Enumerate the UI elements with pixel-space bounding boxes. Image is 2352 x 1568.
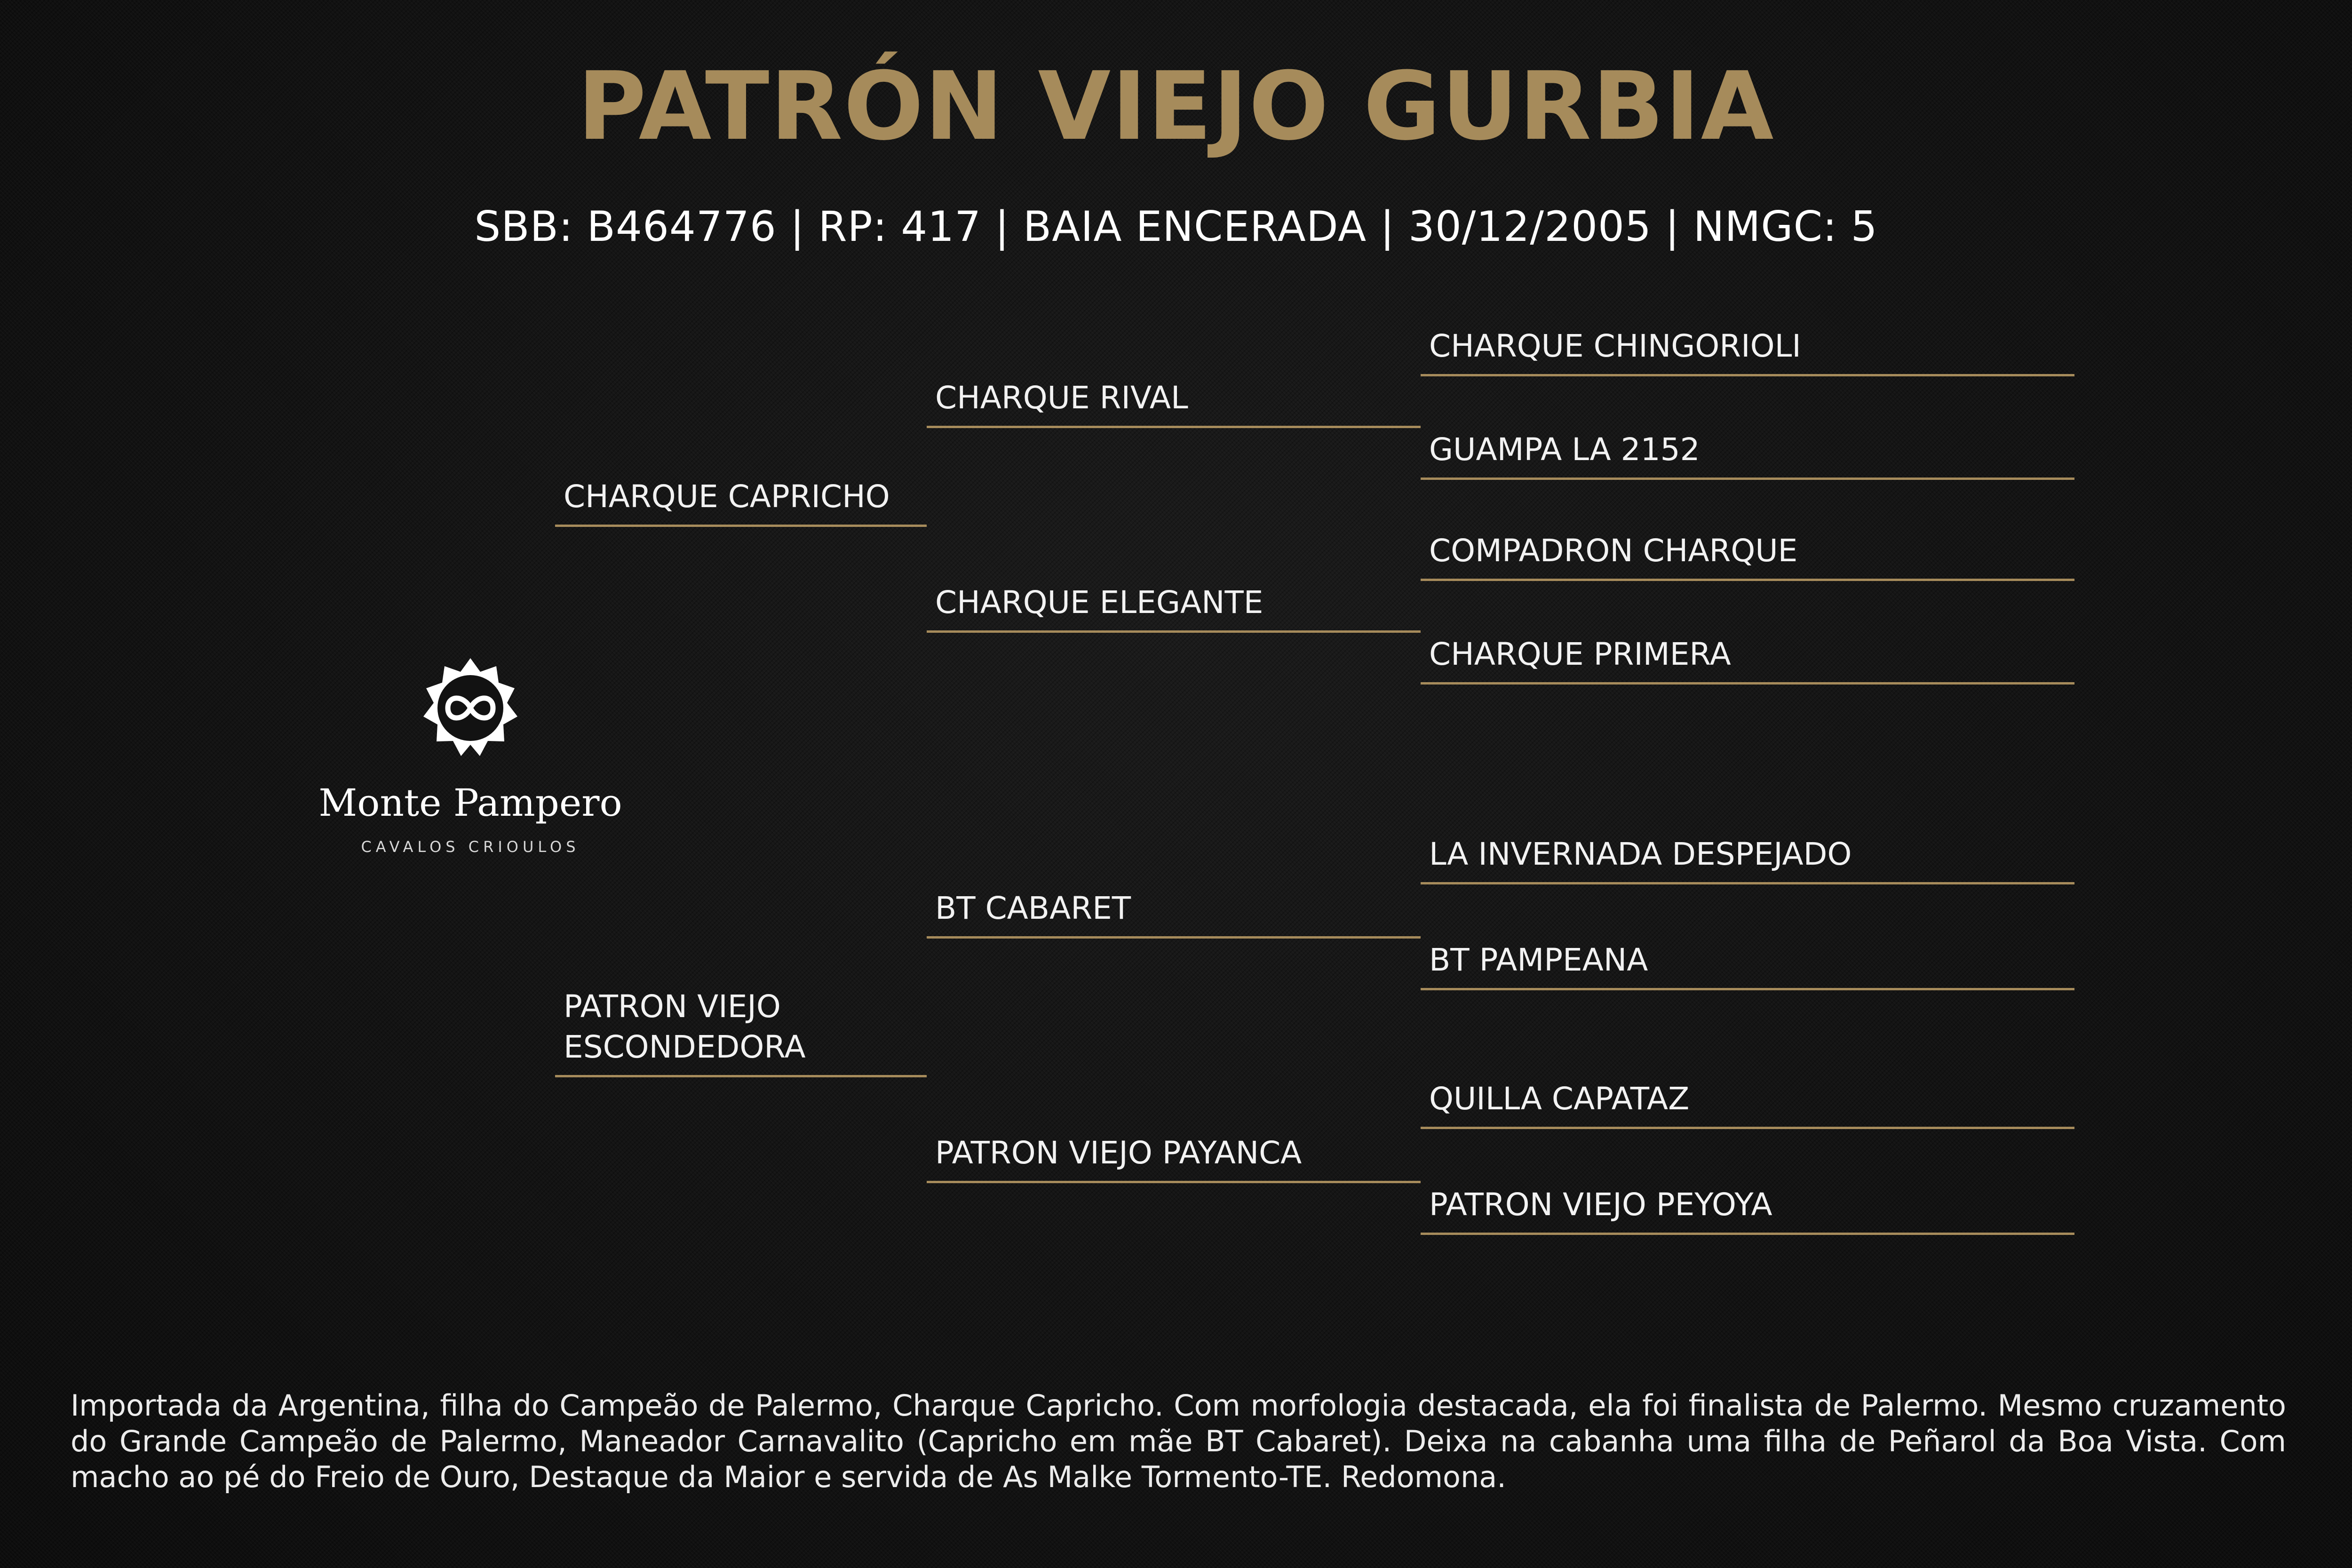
ancestor-node: [1421, 628, 2074, 685]
dam-node: [555, 979, 927, 1077]
ancestor-node: [1421, 828, 2074, 884]
ancestor-node: [1421, 1178, 2074, 1235]
maternal-granddam-node: [927, 1127, 1421, 1183]
ancestor-name: BT PAMPEANA: [1429, 942, 1648, 978]
paternal-granddam-name: CHARQUE ELEGANTE: [935, 584, 1263, 621]
paternal-granddam-node: [927, 576, 1421, 633]
maternal-granddam-name: PATRON VIEJO PAYANCA: [935, 1135, 1302, 1171]
maternal-grandsire-name: BT CABARET: [935, 890, 1131, 926]
paternal-grandsire-name: CHARQUE RIVAL: [935, 380, 1188, 416]
dam-name: [564, 987, 806, 1067]
ancestor-name: COMPADRON CHARQUE: [1429, 533, 1798, 569]
brand-logo: [306, 656, 635, 863]
infinity-sun-icon: [419, 656, 522, 760]
ancestor-name: QUILLA CAPATAZ: [1429, 1081, 1690, 1117]
registry-info: SBB: B464776 | RP: 417 | BAIA ENCERADA | 30/12/2005 | NMGC: 5: [474, 202, 1878, 251]
description-text: Importada da Argentina, filha do Campeão de Palermo, Charque Capricho. Com morfologia destacada, ela foi finalista de Palermo. Mesmo cruzamento do Grande Campeão de Palermo, Maneador Carnavalito (Capricho em mãe BT Cabaret). Deixa na cabanha uma filha de Peñarol da Boa Vista. Com macho ao pé do Freio de Ouro, Destaque da Maior e servida de As Malke Tormento-TE. Redomona.: [71, 1388, 2286, 1494]
ancestor-name: LA INVERNADA DESPEJADO: [1429, 836, 1852, 872]
brand-tagline: CAVALOS CRIOULOS: [361, 838, 580, 856]
brand-name: Monte Pampero: [318, 781, 622, 825]
maternal-grandsire-node: [927, 882, 1421, 939]
ancestor-node: [1421, 423, 2074, 480]
ancestor-name: GUAMPA LA 2152: [1429, 431, 1700, 468]
ancestor-node: [1421, 1073, 2074, 1129]
dam-name-line1: PATRON VIEJO: [564, 988, 781, 1025]
ancestor-node: [1421, 525, 2074, 581]
paternal-grandsire-node: [927, 372, 1421, 428]
dam-name-line2: ESCONDEDORA: [564, 1029, 806, 1065]
ancestor-node: [1421, 320, 2074, 376]
sire-name: CHARQUE CAPRICHO: [564, 478, 890, 515]
ancestor-node: [1421, 934, 2074, 990]
page-title: PATRÓN VIEJO GURBIA: [577, 52, 1775, 161]
ancestor-name: CHARQUE CHINGORIOLI: [1429, 328, 1801, 364]
ancestor-name: PATRON VIEJO PEYOYA: [1429, 1186, 1772, 1223]
ancestor-name: CHARQUE PRIMERA: [1429, 636, 1731, 672]
sire-node: [555, 470, 927, 527]
